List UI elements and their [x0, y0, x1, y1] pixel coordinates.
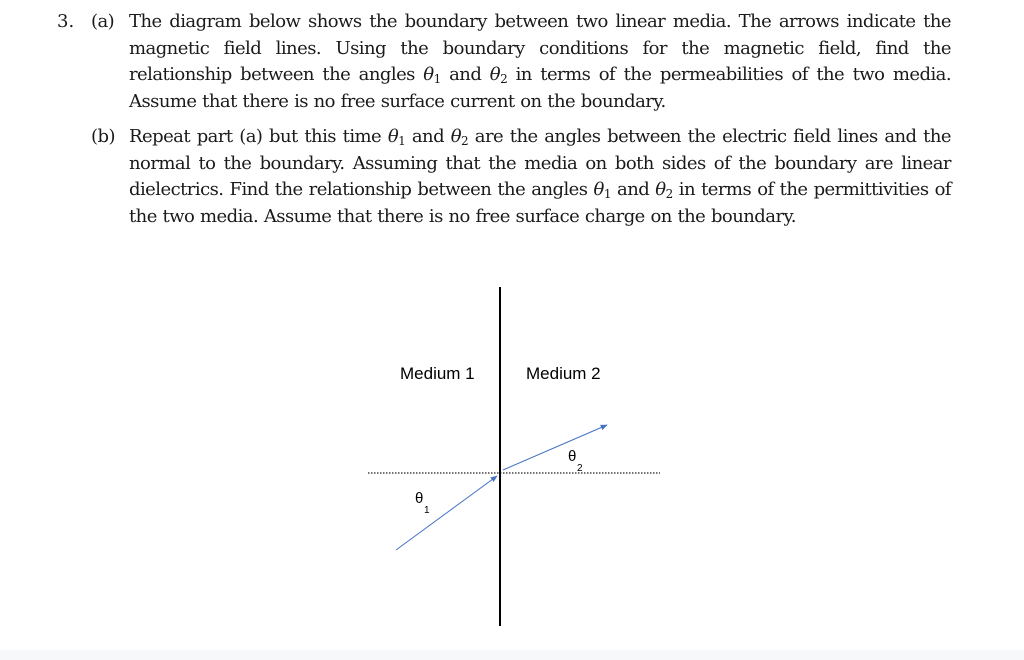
- medium-2-label: Medium 2: [526, 364, 601, 383]
- part-b-label: (b): [91, 126, 115, 147]
- part-a-label: (a): [91, 11, 115, 32]
- theta-symbol: θ: [423, 64, 434, 85]
- subscript: 2: [461, 134, 469, 148]
- field-line-medium-1: [396, 476, 497, 550]
- part-a-text-1: The diagram below shows the boundary between two linear media. The arrows indicate the magnetic field lines. Using the boundary conditions for the magnetic field, find the relationship between the angles: [129, 11, 951, 85]
- theta-symbol: θ: [489, 64, 501, 85]
- part-b-text-3: in terms of the permittivities of the two media. Assume that there is no free surface charge on the boundary.: [129, 179, 951, 227]
- theta-1-subscript: 1: [424, 505, 430, 516]
- theta-1-symbol: θ: [415, 490, 424, 507]
- subscript: 1: [398, 134, 406, 148]
- subscript: 1: [433, 72, 441, 86]
- theta-symbol: θ: [593, 179, 604, 200]
- subscript: 2: [665, 187, 673, 201]
- theta-2-subscript: 2: [577, 463, 583, 474]
- part-b-text-2: are the angles between the electric field lines and the normal to the boundary. Assuming that the media on both sides of the boundary are linear dielectrics. Find the relationship between the angles: [129, 126, 952, 200]
- conjunction: and: [440, 64, 490, 85]
- part-b-text-1: Repeat part (a) but this time: [129, 126, 388, 147]
- field-line-medium-2: [503, 425, 607, 470]
- part-a-text-2: in terms of the permeabilities of the two media. Assume that there is no free surface current on the boundary.: [129, 64, 952, 112]
- theta-symbol: θ: [450, 126, 462, 147]
- subscript: 2: [500, 72, 508, 86]
- medium-1-label: Medium 1: [400, 364, 475, 383]
- question-number: 3.: [57, 11, 75, 32]
- theta-symbol: θ: [387, 126, 399, 147]
- theta-2-symbol: θ: [568, 448, 577, 465]
- conjunction: and: [610, 179, 656, 200]
- page-bottom-strip: [0, 650, 1024, 660]
- conjunction: and: [405, 126, 451, 147]
- subscript: 1: [603, 187, 611, 201]
- theta-symbol: θ: [655, 179, 666, 200]
